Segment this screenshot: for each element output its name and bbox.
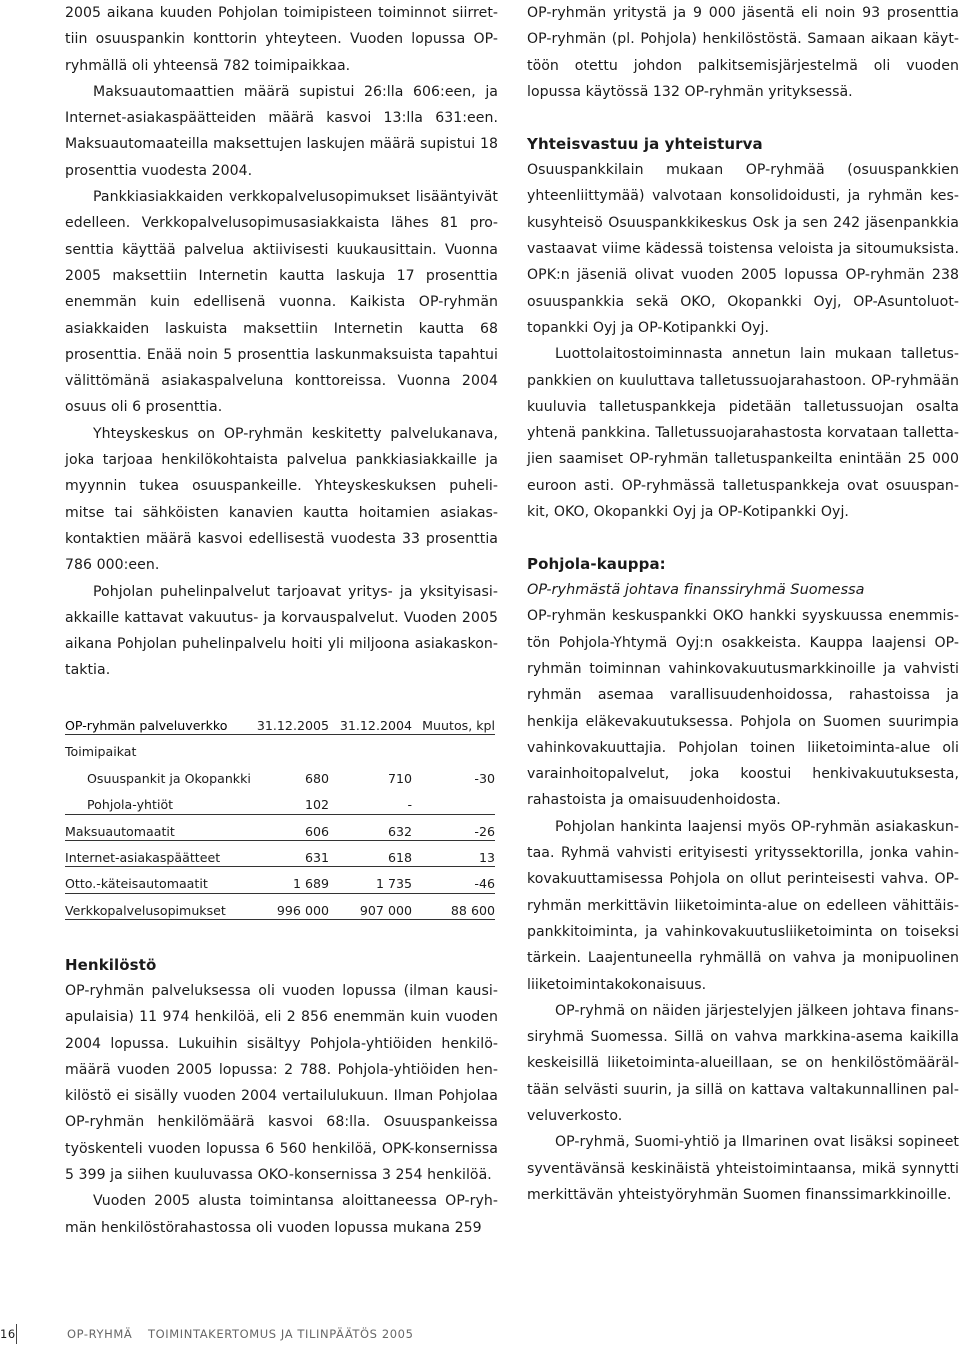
row-value-2004: 618	[387, 849, 412, 865]
table-header-2005: 31.12.2005	[256, 718, 329, 733]
row-label: Pohjola-yhtiöt	[87, 797, 174, 813]
paragraph-staff-fund-cont: OP-ryhmän yritystä ja 9 000 jäsentä eli noin 93 prosenttia OP-ryhmän (pl. Pohjola) henkilöstöstä. Samaan aikaan käyttöön otettu johdon palkitsemisjärjestelmä oli vuoden lopussa käytössä 132 OP-ryhmän yrityksessä.	[527, 5, 959, 100]
table-header-2004: 31.12.2004	[339, 718, 412, 733]
paragraph-customer-base: Pohjolan hankinta laajensi myös OP-ryhmän asiakaskuntaa. Ryhmä vahvisti erityisesti yrityssektorilla, jonka vahinkovakuuttamisessa Pohjola on ollut perinteisesti vahva. OP-ryhmän merkittävin liiketoiminta-alue on edelleen vähittäispankkitoiminta, ja vahinkovakuutusliiketoiminta on toiseksi tärkein. Laajentuneella ryhmällä on vahva ja monipuolinen liiketoimintakokonaisuus.	[527, 818, 959, 993]
footer-organization: OP-RYHMÄ	[67, 1327, 133, 1341]
paragraph-deposit-guarantee: Luottolaitostoiminnasta annetun lain mukaan talletuspankkien on kuuluttava talletussuojarahastoon. OP-ryhmään kuuluvia talletuspankkeja pidetään talletussuojan osalta yhtenä pankkina. Talletussuojarahastosta korvataan tallettajien saamiset OP-ryhmän talletuspankeilta enintään 25 000 euroon asti. OP-ryhmässä talletuspankkeja ovat osuuspankit, OKO, Okopankki Oyj ja OP-Kotipankki Oyj.	[527, 346, 959, 521]
paragraph-online-agreements: Pankkiasiakkaiden verkkopalvelusopimukset lisääntyivät edelleen. Verkkopalvelusopimusasiakkaista lähes 81 prosenttia käyttää palvelua aktiivisesti kuukausittain. Vuonna 2005 maksettiin Internetin kautta laskuja 17 prosenttia enemmän kuin edellisenä vuonna. Kaikista OP-ryhmän asiakkaiden laskuista maksettiin Internetin kautta 68 prosenttia. Enää noin 5 prosenttia laskunmaksuista tapahtui välittömänä asiakaspalveluna konttoreissa. Vuonna 2004 osuus oli 6 prosenttia.	[65, 189, 498, 416]
paragraph-contact-centre: Yhteyskeskus on OP-ryhmän keskitetty palvelukanava, joka tarjoaa henkilökohtaista palvelua pankkiasiakkaille ja myynnin tukea osuuspankeille. Yhteyskeskuksen puhelimitse tai sähköisten kanavien kautta hoitamien asiakaskontaktien määrä kasvoi edellisestä vuodesta 33 prosenttia 786 000:een.	[65, 425, 498, 574]
row-value-2004: -	[407, 797, 412, 813]
row-label: Osuuspankit ja Okopankki	[87, 770, 251, 786]
row-value-2005: 680	[304, 770, 329, 786]
table-row	[65, 739, 495, 765]
paragraph-relocation: 2005 aikana kuuden Pohjolan toimipisteen toiminnot siirrettiin osuuspankin konttorin yhteyteen. Vuoden lopussa OP-ryhmällä oli yhteensä 782 toimipaikkaa.	[65, 5, 498, 74]
table-row	[65, 792, 495, 818]
row-value-2004: 907 000	[359, 902, 412, 918]
paragraph-joint-liability: Osuuspankkilain mukaan OP-ryhmää (osuuspankkien yhteenliittymää) valvotaan konsolidoidusti, ja ryhmän keskusyhteisö Osuuspankkikeskus Osk ja sen 242 jäsenpankkia vastaavat viime kädessä toistensa veloista ja sitoumuksista. OPK:n jäseniä olivat vuoden 2005 lopussa OP-ryhmän 238 osuuspankkia sekä OKO, Okopankki Oyj, OP-Asuntoluottopankki Oyj ja OP-Kotipankki Oyj.	[527, 162, 959, 336]
page-number: 16	[0, 1327, 16, 1341]
paragraph-cooperation: OP-ryhmä, Suomi-yhtiö ja Ilmarinen ovat lisäksi sopineet syventävänsä keskinäistä yhteistoimintaansa, mikä synnytti merkittävän yhteistyöryhmän Suomen finanssimarkkinoille.	[527, 1134, 959, 1203]
table-row	[65, 871, 495, 897]
row-value-2004: 1 735	[375, 876, 412, 892]
paragraph-pohjola-phone: Pohjolan puhelinpalvelut tarjoavat yritys- ja yksityisasiakkaille kattavat vakuutus- ja korvauspalvelut. Vuoden 2005 aikana Pohjolan puhelinpalvelu hoiti yli miljoona asiakaskontaktia.	[65, 583, 498, 679]
table-row	[65, 845, 495, 871]
table-row	[65, 898, 495, 924]
table-header-row	[65, 713, 495, 739]
row-value-2004: 710	[387, 770, 412, 786]
right-column	[527, 0, 959, 1208]
page-footer	[0, 1322, 960, 1346]
row-value-change: -26	[474, 823, 495, 839]
row-label: Internet-asiakaspäätteet	[65, 849, 221, 865]
heading-henkilosto: Henkilöstö	[65, 956, 157, 974]
heading-pohjola-kauppa: Pohjola-kauppa:	[527, 555, 666, 574]
subheading-pohjola-kauppa: OP-ryhmästä johtava finanssiryhmä Suomessa	[527, 582, 865, 599]
paragraph-staff-fund: Vuoden 2005 alusta toimintansa aloittaneessa OP-ryhmän henkilöstörahastossa oli vuoden lopussa mukana 259	[65, 1193, 498, 1236]
row-value-2005: 606	[304, 823, 329, 839]
row-value-2005: 996 000	[276, 902, 329, 918]
service-network-table	[65, 713, 495, 924]
row-value-2005: 1 689	[292, 876, 329, 892]
row-value-2004: 632	[387, 823, 412, 839]
footer-report-title: TOIMINTAKERTOMUS JA TILINPÄÄTÖS 2005	[148, 1327, 414, 1341]
table-row	[65, 766, 495, 792]
table-header-label: OP-ryhmän palveluverkko	[65, 718, 228, 733]
left-column-lower	[65, 952, 498, 1241]
row-label: Toimipaikat	[65, 744, 137, 760]
paragraph-leading-group: OP-ryhmä on näiden järjestelyjen jälkeen johtava finanssiryhmä Suomessa. Sillä on vahva markkina-asema kaikilla keskeisillä liiketoiminta-alueillaan, se on henkilöstömäärältään selvästi suurin, ja sillä on kattava valtakunnallinen palveluverkosto.	[527, 1002, 959, 1124]
table-row	[65, 819, 495, 845]
table-header-change: Muutos, kpl	[422, 718, 495, 733]
footer-divider	[16, 1324, 17, 1344]
heading-yhteisvastuu: Yhteisvastuu ja yhteisturva	[527, 135, 763, 154]
row-value-2005: 102	[304, 797, 329, 813]
row-value-2005: 631	[304, 849, 329, 865]
left-column	[65, 0, 498, 684]
row-value-change: -30	[474, 770, 495, 786]
paragraph-acquisition: OP-ryhmän keskuspankki OKO hankki syyskuussa enemmistön Pohjola-Yhtymä Oyj:n osakkeista. Kauppa laajensi OP-ryhmän toiminnan vahinkovakuutusmarkkinoille ja vahvisti ryhmän asemaa varallisuudenhoidossa, rahastoissa ja henkija eläkevakuutuksessa. Pohjola on Suomen suurimpia vahinkovakuuttajia. Pohjolan toinen liiketoiminta-alue oli varainhoitopalvelut, joka koostui henkivakuutuksesta, rahastoista ja omaisuudenhoidosta.	[527, 608, 959, 809]
row-label: Verkkopalvelusopimukset	[65, 902, 226, 918]
row-label: Otto.-käteisautomaatit	[65, 876, 208, 892]
row-value-change: -46	[474, 876, 495, 892]
row-value-change: 88 600	[450, 902, 495, 918]
paragraph-atm-count: Maksuautomaattien määrä supistui 26:lla 606:een, ja Internet-asiakaspäätteiden määrä kasvoi 13:lla 631:een. Maksuautomaateilla maksettujen laskujen määrä supistui 18 prosenttia vuodesta 2004.	[65, 83, 498, 179]
paragraph-staff: OP-ryhmän palveluksessa oli vuoden lopussa (ilman kausiapulaisia) 11 974 henkilöä, eli 2 856 enemmän kuin vuoden 2004 lopussa. Lukuihin sisältyy Pohjola-yhtiöiden henkilömäärä vuoden 2005 lopussa: 2 788. Pohjola-yhtiöiden henkilöstö ei sisälly vuoden 2004 vertailulukuun. Ilman Pohjolaa OP-ryhmän henkilömäärä kasvoi 68:lla. Osuuspankeissa työskenteli vuoden lopussa 6 560 henkilöä, OPK-konsernissa 5 399 ja siihen kuuluvassa OKO-konsernissa 3 254 henkilöä.	[65, 983, 498, 1184]
row-value-change: 13	[478, 849, 495, 865]
row-label: Maksuautomaatit	[65, 823, 175, 839]
